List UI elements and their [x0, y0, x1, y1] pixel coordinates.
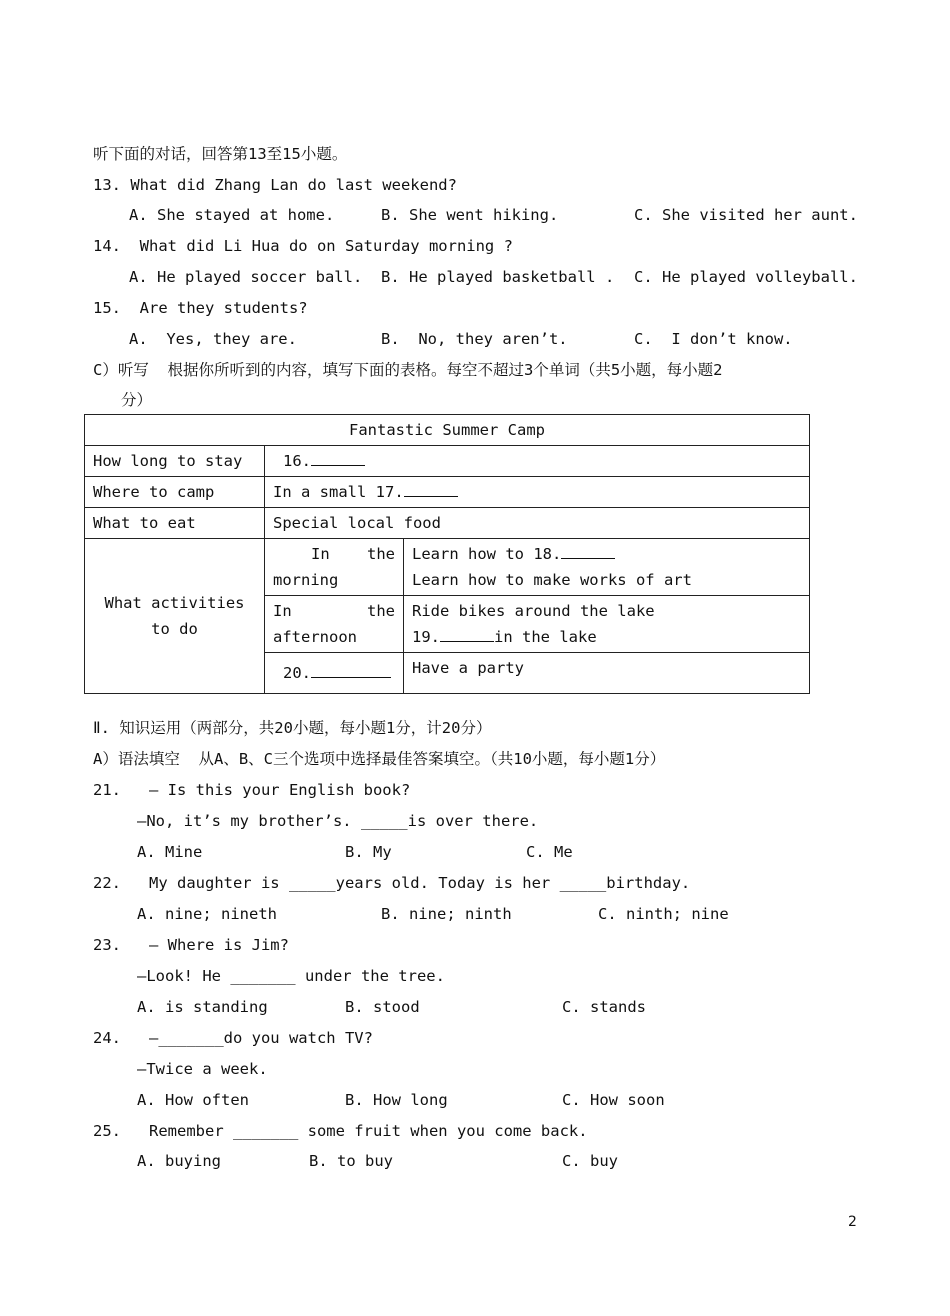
where-value: In a small 17.: [273, 483, 404, 501]
option-14b: B. He played basketball .: [381, 268, 615, 286]
option-22c: C. ninth; nine: [598, 905, 729, 923]
morning-label-in: In: [311, 545, 330, 563]
how-long-label: How long to stay: [85, 446, 265, 477]
option-14c: C. He played volleyball.: [634, 268, 858, 286]
option-25a: A. buying: [137, 1152, 221, 1170]
answer-17-blank[interactable]: [404, 482, 458, 497]
afternoon-label-the: the: [367, 602, 395, 620]
option-21a: A. Mine: [137, 843, 203, 861]
afternoon-activity-1: Ride bikes around the lake: [412, 602, 655, 620]
answer-20-number: 20.: [283, 664, 311, 682]
afternoon-label-word: afternoon: [273, 628, 357, 646]
eat-value: Special local food: [265, 508, 810, 539]
eat-label: What to eat: [85, 508, 265, 539]
where-label: Where to camp: [85, 477, 265, 508]
question-13: 13. What did Zhang Lan do last weekend?: [93, 176, 457, 194]
option-24a: A. How often: [137, 1091, 249, 1109]
option-21c: C. Me: [526, 843, 573, 861]
morning-activity-2: Learn how to make works of art: [412, 571, 692, 589]
question-23: 23. – Where is Jim?: [93, 936, 289, 954]
activities-label-line1: What activities: [104, 594, 245, 612]
listening-intro: 听下面的对话，回答第13至15小题。: [93, 145, 348, 163]
answer-20-cell: [265, 653, 404, 694]
option-15b: B. No, they aren’t.: [381, 330, 568, 348]
afternoon-activity-2-rest: in the lake: [494, 628, 597, 646]
option-23a: A. is standing: [137, 998, 268, 1016]
activities-label-cell: [85, 539, 265, 694]
answer-16-blank[interactable]: [311, 451, 365, 466]
option-13b: B. She went hiking.: [381, 206, 559, 224]
evening-activity: Have a party: [404, 653, 810, 694]
question-21: 21. – Is this your English book?: [93, 781, 411, 799]
afternoon-activities-cell: [404, 596, 810, 653]
morning-activity-1: Learn how to 18.: [412, 545, 562, 563]
morning-label-cell: [265, 539, 404, 596]
answer-18-blank[interactable]: [561, 544, 615, 559]
option-25b: B. to buy: [309, 1152, 393, 1170]
option-23c: C. stands: [562, 998, 646, 1016]
option-14a: A. He played soccer ball.: [129, 268, 363, 286]
answer-17-cell: [265, 477, 810, 508]
answer-19-number: 19.: [412, 628, 440, 646]
answer-16-number: 16.: [283, 452, 311, 470]
section-2-heading: Ⅱ. 知识运用（两部分，共20小题，每小题1分，计20分）: [93, 719, 492, 737]
question-24: 24. –_______do you watch TV?: [93, 1029, 373, 1047]
question-15: 15. Are they students?: [93, 299, 308, 317]
option-15a: A. Yes, they are.: [129, 330, 297, 348]
dictation-heading-cont: 分）: [121, 391, 153, 409]
dictation-heading: C）听写 根据你所听到的内容，填写下面的表格。每空不超过3个单词（共5小题，每小题2: [93, 361, 723, 379]
question-22: 22. My daughter is _____years old. Today is her _____birthday.: [93, 874, 691, 892]
option-13a: A. She stayed at home.: [129, 206, 335, 224]
option-25c: C. buy: [562, 1152, 618, 1170]
answer-20-blank[interactable]: [311, 663, 391, 678]
page-number: 2: [848, 1214, 857, 1230]
option-22b: B. nine; ninth: [381, 905, 512, 923]
option-23b: B. stood: [345, 998, 420, 1016]
answer-19-blank[interactable]: [440, 627, 494, 642]
option-24b: B. How long: [345, 1091, 448, 1109]
afternoon-label-in: In: [273, 602, 292, 620]
morning-label-word: morning: [273, 571, 339, 589]
question-14: 14. What did Li Hua do on Saturday morning ?: [93, 237, 513, 255]
option-22a: A. nine; nineth: [137, 905, 277, 923]
question-23-reply: –Look! He _______ under the tree.: [137, 967, 445, 985]
question-21-reply: –No, it’s my brother’s. _____is over there.: [137, 812, 539, 830]
option-24c: C. How soon: [562, 1091, 665, 1109]
morning-label-the: the: [367, 545, 395, 563]
activities-label-line2: to do: [151, 620, 198, 638]
option-21b: B. My: [345, 843, 392, 861]
question-25: 25. Remember _______ some fruit when you come back.: [93, 1122, 588, 1140]
question-24-reply: –Twice a week.: [137, 1060, 268, 1078]
summer-camp-table: [84, 414, 810, 694]
grammar-heading: A）语法填空 从A、B、C三个选项中选择最佳答案填空。（共10小题，每小题1分）: [93, 750, 666, 768]
table-title: Fantastic Summer Camp: [85, 415, 810, 446]
option-15c: C. I don’t know.: [634, 330, 793, 348]
answer-16-cell: [265, 446, 810, 477]
afternoon-label-cell: [265, 596, 404, 653]
morning-activities-cell: [404, 539, 810, 596]
option-13c: C. She visited her aunt.: [634, 206, 858, 224]
